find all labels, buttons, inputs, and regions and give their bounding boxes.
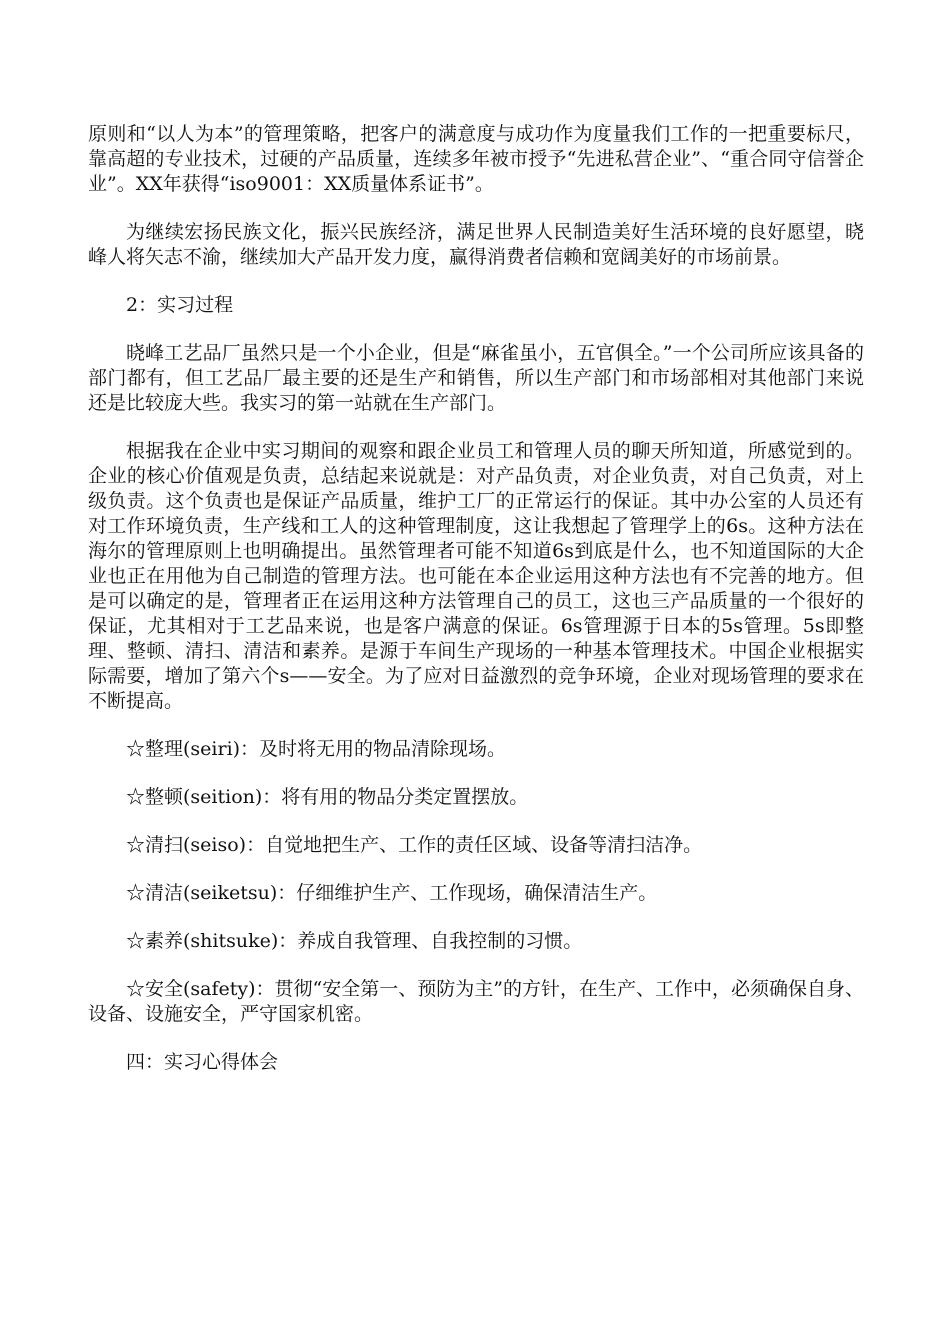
paragraph-6s-management: 根据我在企业中实习期间的观察和跟企业员工和管理人员的聊天所知道，所感觉到的。企业的核心价值观是负责，总结起来说就是：对产品负责，对企业负责，对自己负责，对上级负责。这个负责也是保证产品质量，维护工厂的正常运行的保证。其中办公室的人员还有对工作环境负责，生产线和工人的这种管理制度，这让我想起了管理学上的6s。这种方法在海尔的管理原则上也明确提出。虽然管理者可能不知道6s到底是什么，也不知道国际的大企业也正在用他为自己制造的管理方法。也可能在本企业运用这种方法也有不完善的地方。但是可以确定的是，管理者正在运用这种方法管理自己的员工，这也三产品质量的一个很好的保证，尤其相对于工艺品来说，也是客户满意的保证。6s管理源于日本的5s管理。5s即整理、整顿、清扫、清洁和素养。是源于车间生产现场的一种基本管理技术。中国企业根据实际需要，增加了第六个s——安全。为了应对日益激烈的竞争环境，企业对现场管理的要求在不断提高。: [88, 440, 864, 712]
list-item-seiketsu: ☆清洁(seiketsu)：仔细维护生产、工作现场，确保清洁生产。: [126, 882, 658, 904]
list-item-seiri: ☆整理(seiri)：及时将无用的物品清除现场。: [126, 738, 507, 760]
paragraph-continuation: 原则和“以人为本”的管理策略，把客户的满意度与成功作为度量我们工作的一把重要标尺，靠高超的专业技术，过硬的产品质量，连续多年被市授予“先进私营企业”、“重合同守信誉企业”。XX年获得“iso9001：XX质量体系证书”。: [88, 123, 864, 195]
list-item-seition: ☆整顿(seition)：将有用的物品分类定置摆放。: [126, 786, 529, 808]
paragraph-company-departments: 晓峰工艺品厂虽然只是一个小企业，但是“麻雀虽小，五官俱全。”一个公司所应该具备的部门都有，但工艺品厂最主要的还是生产和销售，所以生产部门和市场部相对其他部门来说还是比较庞大些。我实习的第一站就在生产部门。: [88, 342, 864, 414]
document-body: [88, 122, 864, 1098]
section-heading-reflections: 四：实习心得体会: [126, 1051, 279, 1073]
paragraph-vision: 为继续宏扬民族文化，振兴民族经济，满足世界人民制造美好生活环境的良好愿望，晓峰人将矢志不渝，继续加大产品开发力度，赢得消费者信赖和宽阔美好的市场前景。: [88, 221, 864, 268]
section-heading-internship-process: 2：实习过程: [126, 294, 234, 316]
list-item-seiso: ☆清扫(seiso)：自觉地把生产、工作的责任区域、设备等清扫洁净。: [126, 834, 703, 856]
list-item-shitsuke: ☆素养(shitsuke)：养成自我管理、自我控制的习惯。: [126, 930, 583, 952]
list-item-safety: ☆安全(safety)：贯彻“安全第一、预防为主”的方针，在生产、工作中，必须确保自身、设备、设施安全，严守国家机密。: [88, 978, 864, 1025]
